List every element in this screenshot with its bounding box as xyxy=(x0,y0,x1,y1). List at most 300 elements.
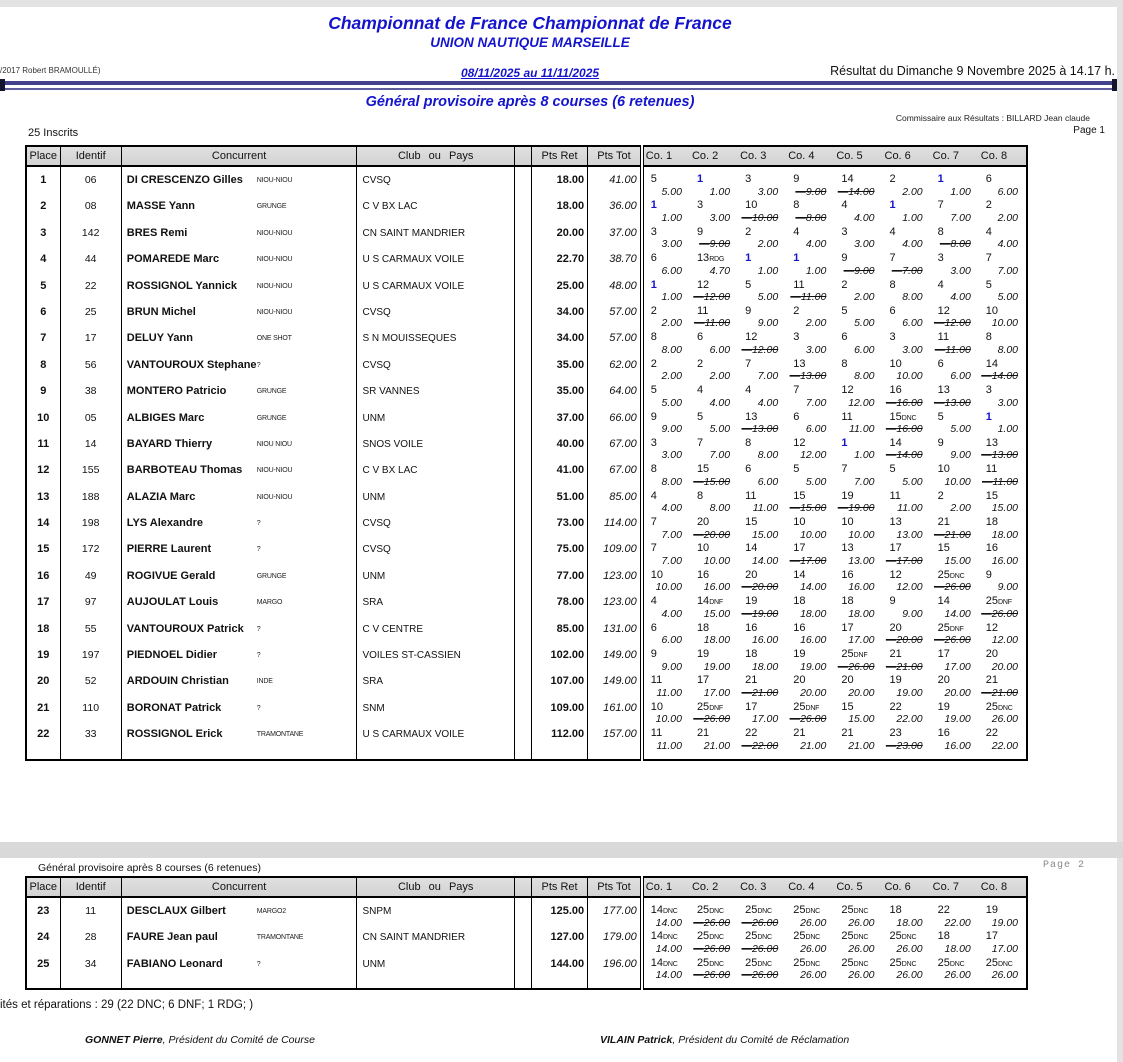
race-points: — 26.00 xyxy=(790,713,827,725)
race-place-line xyxy=(931,226,979,239)
race-result-cell xyxy=(738,930,786,956)
race-points-line xyxy=(690,186,738,199)
signature-course xyxy=(85,1034,315,1046)
race-result-cell xyxy=(690,199,738,225)
boat-type-label: GRUNGE xyxy=(256,572,287,580)
author-note: /2017 Robert BRAMOULLÉ) xyxy=(0,66,101,75)
spacer-cell xyxy=(786,897,834,904)
race-points-line xyxy=(834,740,882,753)
race-result-cell xyxy=(931,569,979,595)
race-result-cell xyxy=(738,279,786,305)
race-points: 3.00 xyxy=(997,396,1018,409)
race-points-line xyxy=(786,317,834,330)
race-result-cell xyxy=(690,648,738,674)
race-result-cell xyxy=(883,569,931,595)
club-cell: SR VANNES xyxy=(357,384,514,410)
sail-number-cell: 172 xyxy=(60,542,121,568)
points-retained-cell: 35.00 xyxy=(531,384,587,410)
race-place-line xyxy=(834,727,882,740)
race-points-line xyxy=(786,917,834,930)
boat-type-label: ? xyxy=(256,625,261,633)
race-points: 3.00 xyxy=(757,185,779,198)
concurrent-cell xyxy=(121,595,357,621)
race-points: — 19.00 xyxy=(838,502,875,514)
spacer-cell xyxy=(121,897,357,904)
race-points-line xyxy=(931,529,979,542)
race-place-line xyxy=(786,727,834,740)
place-cell: 18 xyxy=(26,622,60,648)
race-result-cell xyxy=(834,622,882,648)
race-result-cell xyxy=(834,199,882,225)
spacer-cell xyxy=(690,983,738,989)
race-points: 2.00 xyxy=(661,370,682,383)
race-points: 14.00 xyxy=(751,554,779,567)
race-result-cell xyxy=(834,226,882,252)
race-points: 5.00 xyxy=(854,317,875,330)
col-header-race-8: Co. 8 xyxy=(979,146,1027,166)
spacer-cell xyxy=(642,754,690,760)
race-points-line xyxy=(644,265,690,278)
race-result-cell xyxy=(883,490,931,516)
competitor-name: BRES Remi xyxy=(126,226,188,239)
race-points-line xyxy=(738,529,786,542)
race-place: 20 xyxy=(985,648,999,661)
race-place: 4 xyxy=(793,225,800,238)
race-points: — 26.00 xyxy=(693,969,730,981)
race-place: 19 xyxy=(793,648,806,661)
spacer-cell xyxy=(588,983,642,989)
race-points-line xyxy=(786,713,834,726)
race-points: — 17.00 xyxy=(790,555,827,567)
spacer-cell xyxy=(786,983,834,989)
race-place: 16 xyxy=(841,568,854,581)
competitor-row xyxy=(26,305,1027,331)
race-place-line xyxy=(979,331,1026,344)
spacer-row xyxy=(26,166,1027,173)
race-result-cell xyxy=(931,252,979,278)
race-points: 15.00 xyxy=(751,528,779,541)
race-result-cell xyxy=(738,305,786,331)
boat-type-label: GRUNGE xyxy=(256,203,287,211)
concurrent-wrap xyxy=(122,306,357,318)
race-points-line xyxy=(690,476,738,489)
race-points: — 20.00 xyxy=(693,529,730,541)
race-place-line xyxy=(834,173,882,186)
race-points-line xyxy=(786,265,834,278)
race-result-cell xyxy=(642,622,690,648)
page-subtitle: UNION NAUTIQUE MARSEILLE xyxy=(430,35,630,50)
sail-number-cell: 33 xyxy=(60,727,121,753)
race-points-line xyxy=(690,238,738,251)
race-points-line xyxy=(834,943,882,956)
concurrent-cell xyxy=(121,384,357,410)
race-place: 9 xyxy=(985,568,992,581)
race-result-cell xyxy=(931,279,979,305)
race-place: 19 xyxy=(841,489,854,502)
competitor-row xyxy=(26,595,1027,621)
race-place-line xyxy=(883,648,931,661)
competitor-row xyxy=(26,437,1027,463)
race-place: 9 xyxy=(650,410,657,423)
signature-reclamation-role: , Président du Comité de Réclamation xyxy=(672,1034,850,1046)
concurrent-wrap xyxy=(122,570,357,582)
race-points-line xyxy=(834,555,882,568)
race-place: 2 xyxy=(937,489,944,502)
concurrent-cell xyxy=(121,490,357,516)
gap-cell xyxy=(514,674,531,700)
race-result-cell xyxy=(642,930,690,956)
club-cell: UNM xyxy=(357,569,514,595)
race-place-line xyxy=(690,490,738,503)
race-points: 20.00 xyxy=(944,686,971,699)
race-result-cell xyxy=(931,411,979,437)
race-place: 18 xyxy=(985,516,999,529)
race-result-cell xyxy=(738,648,786,674)
race-points: — 9.00 xyxy=(844,265,875,277)
race-points-line xyxy=(979,212,1026,225)
competitor-row xyxy=(26,701,1027,727)
race-place: 2 xyxy=(650,357,657,370)
race-points-line xyxy=(786,687,834,700)
race-result-cell xyxy=(883,957,931,983)
race-points: — 26.00 xyxy=(741,917,778,929)
race-place: 16 xyxy=(793,621,806,634)
race-place: 13 xyxy=(745,410,758,423)
race-place-line xyxy=(690,437,738,450)
points-retained-cell: 35.00 xyxy=(531,358,587,384)
race-points: 8.00 xyxy=(854,370,875,383)
race-result-cell xyxy=(883,199,931,225)
race-place-line xyxy=(979,516,1026,529)
concurrent-cell xyxy=(121,305,357,331)
race-points: 6.00 xyxy=(661,264,682,277)
race-place: 10 xyxy=(650,568,664,581)
race-result-cell xyxy=(979,279,1027,305)
competitor-name: BRUN Michel xyxy=(126,305,196,318)
race-points-line xyxy=(690,917,738,930)
gap-cell xyxy=(514,199,531,225)
gap-cell xyxy=(514,252,531,278)
place-cell: 8 xyxy=(26,358,60,384)
competitor-name: BARBOTEAU Thomas xyxy=(126,464,243,477)
race-points: — 26.00 xyxy=(741,943,778,955)
race-place: 11 xyxy=(985,463,998,476)
race-place-line xyxy=(786,199,834,212)
race-place-line xyxy=(931,173,979,186)
concurrent-wrap xyxy=(122,174,357,186)
race-place: 12 xyxy=(985,621,999,634)
points-retained-cell: 41.00 xyxy=(531,463,587,489)
sail-number-cell: 25 xyxy=(60,305,121,331)
points-total-cell: 123.00 xyxy=(588,569,642,595)
boat-type-label: GRUNGE xyxy=(256,388,287,396)
race-place: 3 xyxy=(650,225,657,238)
race-result-cell xyxy=(738,463,786,489)
race-result-cell xyxy=(786,516,834,542)
spacer-cell xyxy=(642,166,690,173)
sail-number-cell: 55 xyxy=(60,622,121,648)
race-points-line xyxy=(834,370,882,383)
place-cell: 15 xyxy=(26,542,60,568)
gap-cell xyxy=(514,542,531,568)
race-place-line xyxy=(883,930,931,943)
race-points: 13.00 xyxy=(848,554,875,567)
race-points-line xyxy=(644,740,690,753)
race-points: 6.00 xyxy=(902,317,923,330)
race-points-line xyxy=(979,529,1026,542)
race-result-cell xyxy=(786,226,834,252)
race-place: 25 xyxy=(696,700,710,713)
race-place-line xyxy=(931,411,979,424)
race-place-line xyxy=(690,358,738,371)
race-place: 11 xyxy=(696,304,709,317)
race-place-line xyxy=(883,674,931,687)
race-points: 19.00 xyxy=(703,660,731,673)
race-points-line xyxy=(931,317,979,330)
race-result-cell xyxy=(931,305,979,331)
points-total-cell: 62.00 xyxy=(588,358,642,384)
race-result-cell xyxy=(834,252,882,278)
rule-endcap-right xyxy=(1112,79,1117,91)
race-points: 4.00 xyxy=(997,238,1018,251)
race-result-cell xyxy=(931,490,979,516)
race-points: 16.00 xyxy=(944,739,971,752)
race-points-line xyxy=(690,423,738,436)
race-place: 7 xyxy=(889,252,896,265)
boat-type-label: GRUNGE xyxy=(256,414,287,422)
race-points-line xyxy=(690,344,738,357)
race-place-line xyxy=(834,226,882,239)
entrants-count: 25 Inscrits xyxy=(28,127,79,139)
race-place: 25 xyxy=(889,956,902,969)
spacer-cell xyxy=(60,754,121,760)
race-place: 18 xyxy=(793,595,806,608)
race-place: 20 xyxy=(841,674,854,687)
race-points-line xyxy=(834,397,882,410)
race-place: 6 xyxy=(745,463,752,476)
race-points-line xyxy=(644,449,690,462)
race-place-line xyxy=(644,569,690,582)
race-points-line xyxy=(834,969,882,982)
race-result-cell xyxy=(979,957,1027,983)
race-place: 10 xyxy=(793,516,806,529)
place-cell: 23 xyxy=(26,904,60,930)
race-points-line xyxy=(738,740,786,753)
race-points: 9.00 xyxy=(902,607,923,620)
competitor-name: DI CRESCENZO Gilles xyxy=(126,174,243,186)
race-place-line xyxy=(931,199,979,212)
spacer-cell xyxy=(979,754,1027,760)
race-place: 10 xyxy=(650,700,664,713)
race-place-line xyxy=(931,463,979,476)
race-result-cell xyxy=(642,199,690,225)
race-points-line xyxy=(883,634,931,647)
spacer-cell xyxy=(26,983,60,989)
race-status-code: DNC xyxy=(663,934,678,942)
race-points-line xyxy=(883,476,931,489)
race-result-cell xyxy=(738,411,786,437)
race-place-line xyxy=(690,173,738,186)
signature-reclamation xyxy=(600,1034,849,1046)
race-result-cell xyxy=(786,305,834,331)
spacer-cell xyxy=(60,897,121,904)
boat-type-label: MARGO xyxy=(256,599,283,607)
race-points: 4.00 xyxy=(661,502,682,515)
race-points: 1.00 xyxy=(902,211,923,224)
race-place: 25 xyxy=(985,700,999,713)
race-points: 5.00 xyxy=(661,185,682,198)
race-points-line xyxy=(883,186,931,199)
race-points: 22.00 xyxy=(991,739,1018,752)
race-points: 16.00 xyxy=(848,581,875,594)
race-result-cell xyxy=(690,727,738,753)
spacer-cell xyxy=(883,897,931,904)
race-result-cell xyxy=(834,516,882,542)
race-result-cell xyxy=(883,701,931,727)
race-place-line xyxy=(883,957,931,970)
spacer-cell xyxy=(979,983,1027,989)
spacer-cell xyxy=(531,983,587,989)
race-points: 8.00 xyxy=(661,343,682,356)
race-place-line xyxy=(931,279,979,292)
race-result-cell xyxy=(931,595,979,621)
race-points-line xyxy=(690,713,738,726)
race-result-cell xyxy=(642,463,690,489)
race-place-line xyxy=(644,930,690,943)
sail-number-cell: 155 xyxy=(60,463,121,489)
race-points: 4.00 xyxy=(805,238,827,251)
race-points-line xyxy=(738,661,786,674)
race-place: 17 xyxy=(745,700,758,713)
race-place: 25 xyxy=(793,930,806,943)
race-place-line xyxy=(644,226,690,239)
race-points: 10.00 xyxy=(800,528,827,541)
race-place: 7 xyxy=(650,542,657,555)
race-points-line xyxy=(979,186,1026,199)
race-points-line xyxy=(644,238,690,251)
race-result-cell xyxy=(931,542,979,568)
race-place-line xyxy=(931,904,979,917)
race-place: 10 xyxy=(745,199,758,212)
race-place-line xyxy=(786,463,834,476)
points-total-cell: 38.70 xyxy=(588,252,642,278)
club-cell: SNPM xyxy=(357,904,514,930)
race-points: 10.00 xyxy=(848,528,875,541)
race-points: 18.00 xyxy=(751,660,779,673)
race-place-line xyxy=(979,252,1026,265)
race-place-line xyxy=(979,569,1026,582)
race-points: 16.00 xyxy=(800,634,827,647)
race-place-line xyxy=(644,331,690,344)
page2-number: Page 2 xyxy=(1043,860,1086,871)
race-points-line xyxy=(690,969,738,982)
race-place: 11 xyxy=(841,410,853,423)
race-place: 9 xyxy=(650,648,657,661)
race-points: — 13.00 xyxy=(790,370,827,382)
race-points-line xyxy=(883,740,931,753)
penalties-summary: ités et réparations : 29 (22 DNC; 6 DNF; 1 RDG; ) xyxy=(0,999,254,1011)
race-place: 21 xyxy=(745,674,758,687)
race-result-cell xyxy=(642,904,690,930)
race-result-cell xyxy=(786,930,834,956)
race-place: 15 xyxy=(889,410,902,423)
concurrent-wrap xyxy=(122,412,357,424)
race-place: 4 xyxy=(841,199,848,212)
race-place-line xyxy=(690,648,738,661)
race-place-line xyxy=(931,569,979,582)
race-points: — 9.00 xyxy=(699,238,730,250)
race-points-line xyxy=(834,502,882,515)
race-points-line xyxy=(644,529,690,542)
race-result-cell xyxy=(690,516,738,542)
race-points: 8.00 xyxy=(709,502,731,515)
spacer-cell xyxy=(60,983,121,989)
race-points: 12.00 xyxy=(800,449,827,462)
race-place-line xyxy=(786,622,834,635)
race-result-cell xyxy=(738,437,786,463)
race-result-cell xyxy=(834,701,882,727)
race-result-cell xyxy=(690,595,738,621)
race-status-code: DNF xyxy=(709,599,723,607)
points-total-cell: 157.00 xyxy=(588,727,642,753)
race-points-line xyxy=(690,661,738,674)
race-result-cell xyxy=(883,727,931,753)
race-points-line xyxy=(738,634,786,647)
race-place: 5 xyxy=(889,463,896,476)
race-points-line xyxy=(786,740,834,753)
race-points: 4.00 xyxy=(854,211,875,224)
race-place-line xyxy=(883,569,931,582)
race-points: — 8.00 xyxy=(795,212,826,224)
race-place: 25 xyxy=(889,930,902,943)
competitor-name: PIERRE Laurent xyxy=(126,543,212,556)
concurrent-wrap xyxy=(122,200,357,212)
race-points: 26.00 xyxy=(944,969,971,982)
race-result-cell xyxy=(834,930,882,956)
race-place: 19 xyxy=(937,700,950,713)
sail-number-cell: 17 xyxy=(60,331,121,357)
gap-cell xyxy=(514,701,531,727)
race-result-cell xyxy=(786,279,834,305)
competitor-row xyxy=(26,358,1027,384)
competitor-name: VANTOUROUX Stephane xyxy=(126,358,257,371)
race-points: — 21.00 xyxy=(741,687,778,699)
race-place-line xyxy=(834,331,882,344)
race-points: 14.00 xyxy=(655,942,682,955)
race-points-line xyxy=(931,344,979,357)
race-place-line xyxy=(883,904,931,917)
boat-type-label: NIOU-NIOU xyxy=(256,282,293,290)
concurrent-wrap xyxy=(122,253,357,265)
race-points-line xyxy=(834,317,882,330)
race-place: 2 xyxy=(793,304,800,317)
race-points: 12.00 xyxy=(848,396,875,409)
race-points-line xyxy=(883,317,931,330)
race-result-cell xyxy=(979,173,1027,199)
race-result-cell xyxy=(979,930,1027,956)
race-result-cell xyxy=(642,384,690,410)
race-result-cell xyxy=(738,674,786,700)
concurrent-cell xyxy=(121,199,357,225)
race-points: 3.00 xyxy=(661,238,682,251)
race-result-cell xyxy=(979,384,1027,410)
competitor-name: ARDOUIN Christian xyxy=(126,675,229,688)
race-points-line xyxy=(979,661,1026,674)
race-result-cell xyxy=(834,463,882,489)
spacer-row xyxy=(26,754,1027,760)
race-place-line xyxy=(786,542,834,555)
race-place: 6 xyxy=(650,621,657,634)
